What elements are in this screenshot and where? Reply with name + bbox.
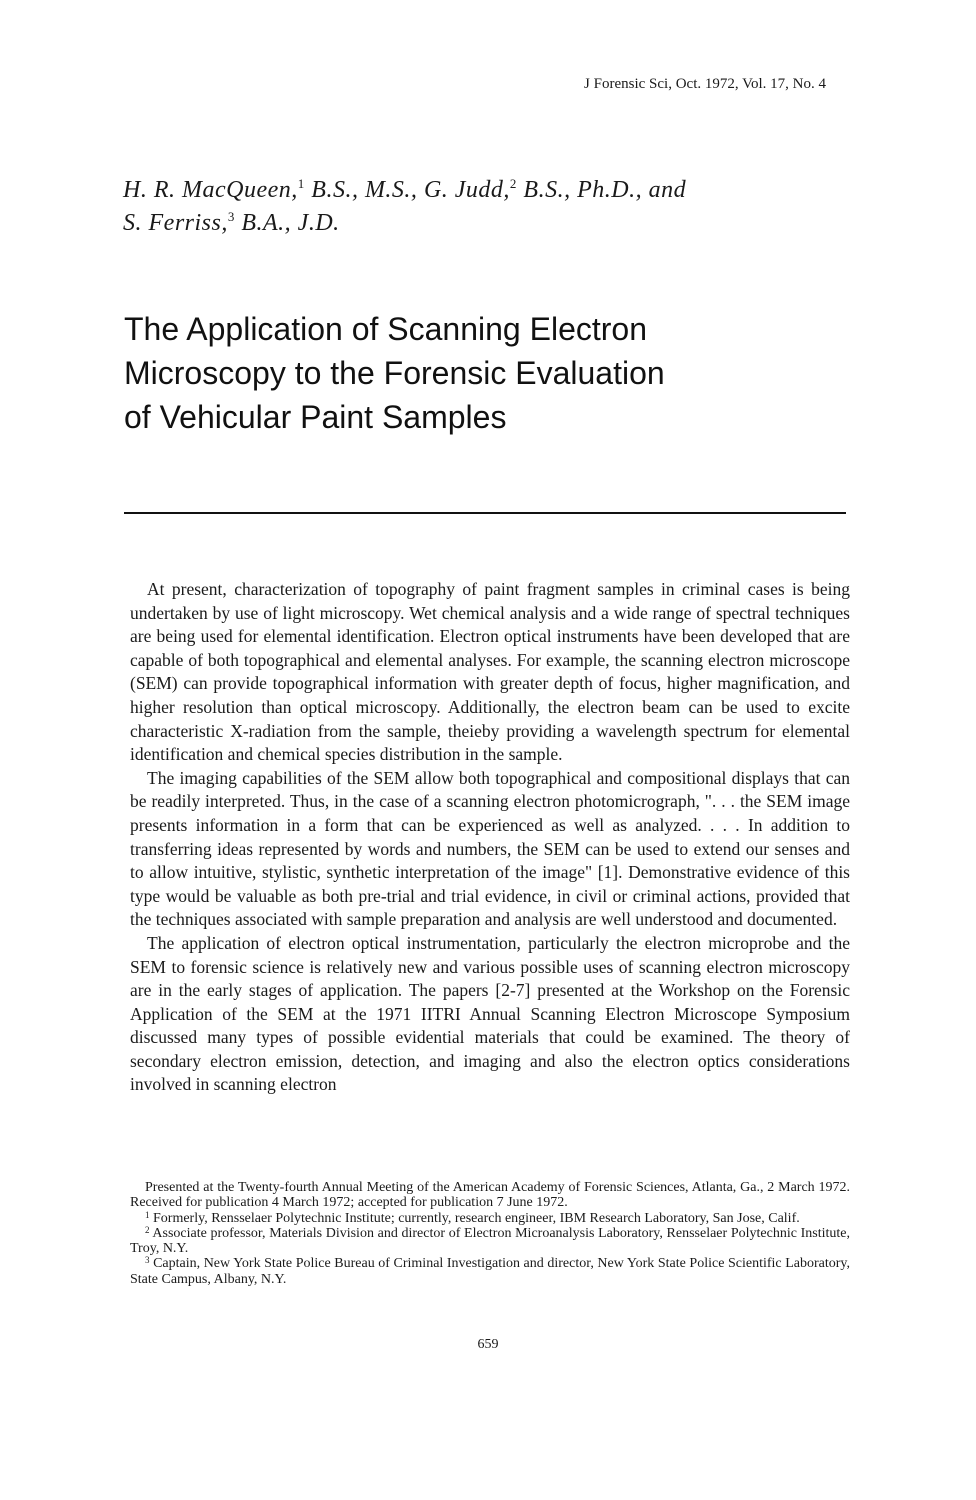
body-paragraph: The application of electron optical instrumentation, particularly the electron microprobe and the SEM to forensic science is relatively new and various possible uses of scanning electron microscopy are in the early stages of application. The papers [2-7] presented at the Workshop on the Forensic Application of the SEM at the 1971 IITRI Annual Scanning Electron Microscope Symposium discussed many types of possible evidential materials that could be examined. The theory of secondary electron emission, detection, and imaging and also the electron optics considerations involved in scanning electron xyxy=(130,932,850,1095)
title-divider xyxy=(124,512,846,514)
footnote xyxy=(130,1226,850,1257)
body-paragraph: At present, characterization of topography of paint fragment samples in criminal cases is being undertaken by use of light microscopy. Wet chemical analysis and a wide range of spectral techniques are being used for elemental identification. Electron optical instruments have been developed that are capable of both topographical and elemental analyses. For example, the scanning electron microscope (SEM) can provide topographical information with greater depth of focus, higher magnification, and higher resolution than optical microscopy. Additionally, the electron beam can be used to excite characteristic X-radiation from the sample, theieby providing a wavelength spectrum for elemental identification and chemical species distribution in the sample. xyxy=(130,579,850,765)
footnote-text: Associate professor, Materials Division and director of Electron Microanalysis Laboratory, Rensselaer Polytechnic Institute, Troy, N.Y. xyxy=(130,1225,850,1257)
footnote-text: Captain, New York State Police Bureau of Criminal Investigation and director, New York State Police Scientific Laboratory, State Campus, Albany, N.Y. xyxy=(130,1256,850,1287)
footnote-marker: 3 xyxy=(227,209,235,224)
author-degrees: B.S., M.S., xyxy=(304,177,424,203)
footnotes xyxy=(130,1180,850,1287)
author-degrees: B.S., Ph.D., and xyxy=(516,177,687,203)
author-name: S. Ferriss, xyxy=(123,210,228,236)
article-body xyxy=(130,578,850,1097)
presentation-note: Presented at the Twenty-fourth Annual Meeting of the American Academy of Forensic Sciences, Atlanta, Ga., 2 March 1972. Received for publication 4 March 1972; accepted for publication 7 June 1972. xyxy=(130,1180,850,1211)
footnote-marker: 2 xyxy=(145,1224,150,1235)
page-number: 659 xyxy=(477,1337,499,1352)
footnote-marker: 1 xyxy=(297,176,305,191)
footnote-marker: 2 xyxy=(509,176,517,191)
footnote-marker: 1 xyxy=(145,1209,150,1220)
footnote xyxy=(130,1256,850,1287)
footnote-text: Formerly, Rensselaer Polytechnic Institute; currently, research engineer, IBM Research Laboratory, San Jose, Calif. xyxy=(149,1210,800,1226)
author-name: H. R. MacQueen, xyxy=(123,177,298,203)
title-line: The Application of Scanning Electron xyxy=(124,311,647,347)
author-degrees: B.A., J.D. xyxy=(234,210,340,236)
title-line: of Vehicular Paint Samples xyxy=(124,399,507,435)
author-name: G. Judd, xyxy=(423,177,510,203)
footnote-marker: 3 xyxy=(145,1255,150,1266)
journal-citation: J Forensic Sci, Oct. 1972, Vol. 17, No. 4 xyxy=(584,76,826,92)
footnote xyxy=(130,1211,850,1226)
author-line xyxy=(123,174,843,240)
body-paragraph: The imaging capabilities of the SEM allow both topographical and compositional displays that can be readily interpreted. Thus, in the case of a scanning electron photomicrograph, ". . . the SEM image presents information in a form that can be experienced as well as analyzed. . . . In addition to transferring ideas represented by words and numbers, the SEM can be used to extend our senses and to allow intuitive, stylistic, synthetic interpretation of the image" [1]. Demonstrative evidence of this type would be valuable as both pre-trial and trial evidence, in civil or criminal actions, provided that the techniques associated with sample preparation and analysis are well understood and documented. xyxy=(130,767,850,930)
title-line: Microscopy to the Forensic Evaluation xyxy=(124,355,665,391)
article-title xyxy=(124,307,764,439)
